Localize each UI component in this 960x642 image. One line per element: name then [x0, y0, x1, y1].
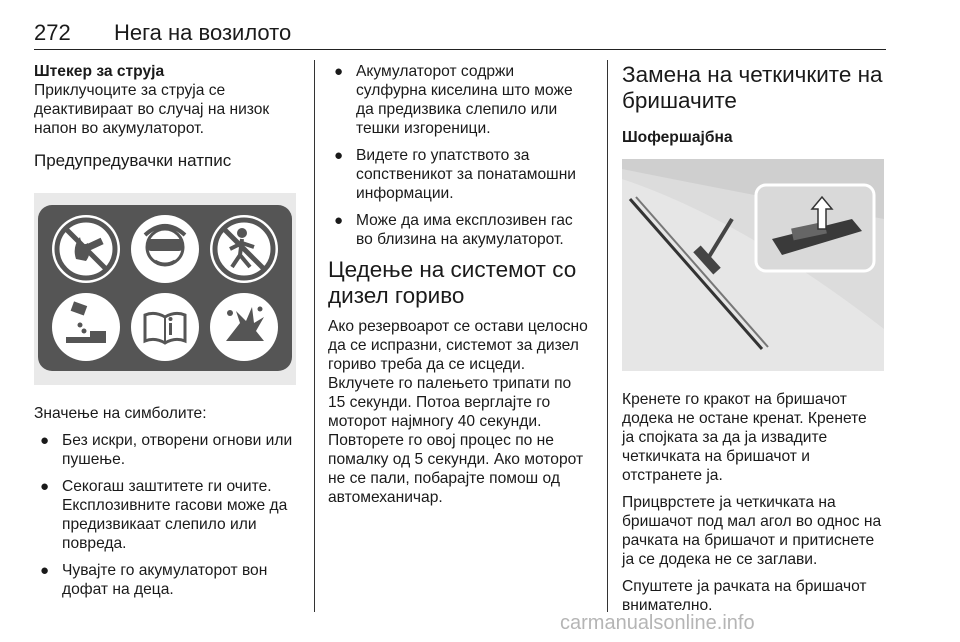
warning-label-heading: Предупредувачки натпис: [34, 151, 232, 170]
list-item: ● Без искри, отворени огнови или пушење.: [40, 432, 293, 468]
page-title: Нега на возилото: [114, 20, 292, 45]
battery-warning-label-figure: [34, 193, 296, 385]
column-divider: [314, 60, 315, 612]
battery-warnings-list: [328, 62, 596, 249]
sub-heading-windshield: Шофершајбна: [622, 129, 733, 146]
acid-corrosive-icon: [52, 293, 120, 361]
section-heading-diesel-draining: Цедење на системот со дизел гориво: [328, 257, 577, 308]
wiper-blade-figure: [622, 159, 884, 371]
wiper-lower-paragraph: Спуштете ја рачката на бришачот внимателно.: [622, 578, 867, 614]
column-divider: [607, 60, 608, 612]
list-item: ● Акумулаторот содржи сулфурна киселина што може да предизвика слепило или тешки изгореници.: [334, 63, 573, 137]
page-header: [34, 14, 886, 50]
symbol-meanings-list: [34, 431, 304, 599]
column-3: [622, 62, 888, 623]
column-1: [34, 62, 304, 607]
wiper-removal-paragraph: Кренете го кракот на бришачот додека не остане кренат. Кренете ја спојката за да ја извадите четкичката на бришачот и отстранете ја.: [622, 391, 867, 484]
explosive-gas-icon: [210, 293, 278, 361]
column-2: [328, 62, 596, 515]
diesel-draining-paragraph: Ако резервоарот се остави целосно да се испразни, системот за дизел гориво треба да се исцеди. Вклучете го палењето трипати по 15 секунди. Потоа верглајте го моторот најмногу 40 секунди. Повторете го овој процес по не помалку од 5 секунди. Ако моторот не се пали, побарајте помош од автомеханичар.: [328, 318, 588, 506]
read-manual-icon: [131, 293, 199, 361]
list-item: ● Секогаш заштитете ги очите. Експлозивните гасови може да предизвикаат слепило или повреда.: [40, 478, 288, 552]
page-number: 272: [34, 20, 71, 45]
keep-children-away-icon: [210, 215, 278, 283]
watermark: carmanualsonline.info: [560, 612, 755, 634]
wiper-attach-paragraph: Прицврстете ја четкичката на бришачот под мал агол во однос на рачката на бришачот и притиснете ја се додека не се заглави.: [622, 494, 882, 568]
list-item: ● Видете го упатството за сопственикот за понатамошни информации.: [334, 147, 577, 202]
eye-protection-icon: [131, 215, 199, 283]
section-heading-wiper-replacement: Замена на четкичките на бришачите: [622, 62, 883, 113]
list-item: ● Може да има експлозивен гас во близина на акумулаторот.: [334, 212, 573, 248]
intro-paragraph: Приклучоците за струја се деактивираат во случај на низок напон во акумулаторот.: [34, 82, 270, 137]
sub-heading-power-outlet: Штекер за струја: [34, 63, 165, 80]
symbols-intro: Значење на симболите:: [34, 405, 207, 422]
no-fire-icon: [52, 215, 120, 283]
list-item: ● Чувајте го акумулаторот вон дофат на деца.: [40, 562, 268, 598]
